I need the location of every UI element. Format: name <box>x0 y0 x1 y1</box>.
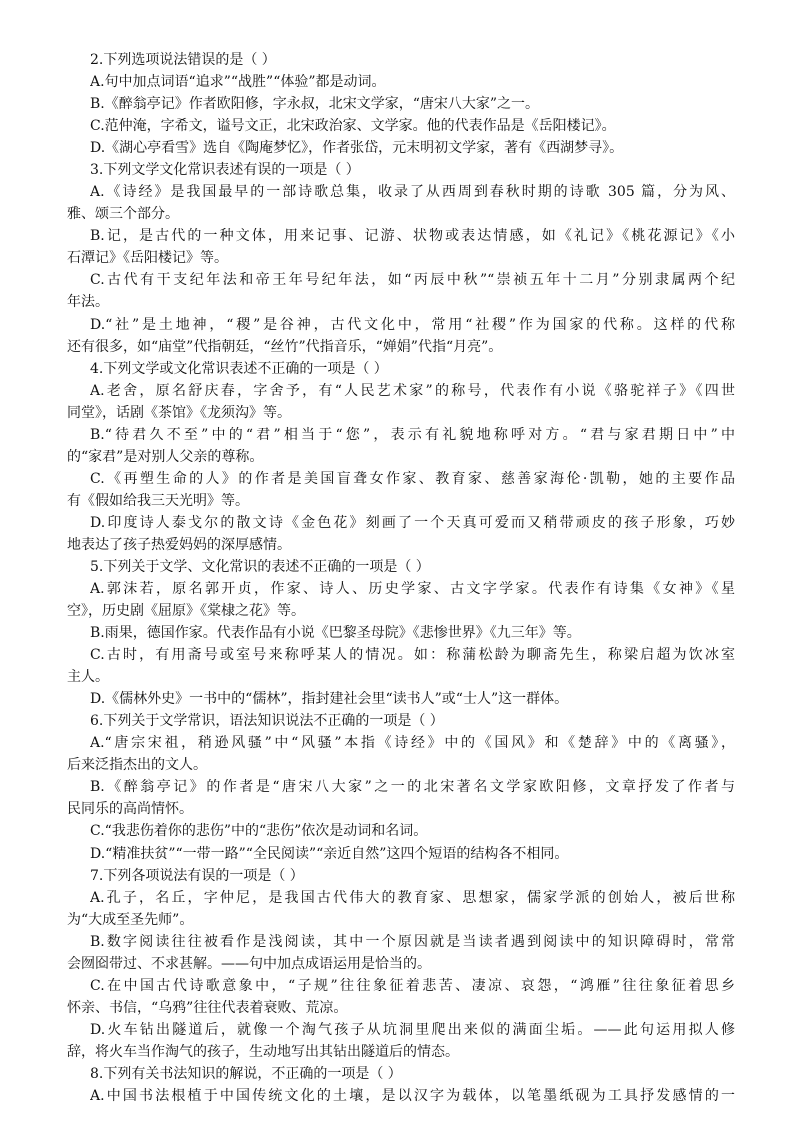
question-3-option-a-cont: 雅、颂三个部分。 <box>67 206 179 222</box>
question-3-option-d-cont: 还有很多，如“庙堂”代指朝廷，“丝竹”代指音乐，“婵娟”代指“月亮”。 <box>67 339 503 355</box>
question-5-option-b: B.雨果，德国作家。代表作品有小说《巴黎圣母院》《悲惨世界》《九三年》等。 <box>90 625 581 641</box>
question-4-option-b: B.“待君久不至”中的“君”相当于“您”，表示有礼貌地称呼对方。“君与家君期日中”中 <box>90 427 735 443</box>
question-8-option-a: A.中国书法根植于中国传统文化的土壤，是以汉字为载体，以笔墨纸砚为工具抒发感情的一 <box>90 1088 735 1104</box>
question-7-option-c: C.在中国古代诗歌意象中，“子规”往往象征着悲苦、凄凉、哀怨，“鸿雁”往往象征着思乡 <box>90 978 735 994</box>
question-2-option-c: C.范仲淹，字希文，谥号文正，北宋政治家、文学家。他的代表作品是《岳阳楼记》。 <box>90 118 616 134</box>
question-4-stem: 4.下列文学或文化常识表述不正确的一项是（ ） <box>90 361 388 377</box>
question-7-option-a-cont: 为“大成至圣先师”。 <box>67 912 194 928</box>
question-6-option-d: D.“精准扶贫”“一带一路”“全民阅读”“亲近自然”这四个短语的结构各不相同。 <box>90 846 569 862</box>
question-6-stem: 6.下列关于文学常识，语法知识说法不正确的一项是（ ） <box>90 713 444 729</box>
question-3-stem: 3.下列文学文化常识表述有误的一项是（ ） <box>90 162 360 178</box>
question-5-option-a: A.郭沫若，原名郭开贞，作家、诗人、历史学家、古文字学家。代表作有诗集《女神》《星 <box>90 581 735 597</box>
question-7-option-b: B.数字阅读往往被看作是浅阅读，其中一个原因就是当读者遇到阅读中的知识障碍时，常常 <box>90 934 735 950</box>
question-7-option-c-cont: 怀亲、书信，“乌鸦”往往代表着衰败、荒凉。 <box>67 1000 348 1016</box>
question-6-option-b-cont: 民同乐的高尚情怀。 <box>67 801 193 817</box>
question-4-option-a: A.老舍，原名舒庆春，字舍予，有“人民艺术家”的称号，代表作有小说《骆驼祥子》《四世 <box>90 383 735 399</box>
question-7-option-a: A.孔子，名丘，字仲尼，是我国古代伟大的教育家、思想家，儒家学派的创始人，被后世称 <box>90 890 735 906</box>
question-8-stem: 8.下列有关书法知识的解说，不正确的一项是（ ） <box>90 1066 402 1082</box>
question-6-option-a: A.“唐宗宋祖，稍逊风骚”中“风骚”本指《诗经》中的《国风》和《楚辞》中的《离骚》， <box>90 735 735 751</box>
question-4-option-a-cont: 同堂》，话剧《茶馆》《龙须沟》等。 <box>67 405 291 421</box>
question-2-option-b: B.《醉翁亭记》作者欧阳修，字永叔，北宋文学家，“唐宋八大家”之一。 <box>90 96 540 112</box>
question-6-option-b: B.《醉翁亭记》的作者是“唐宋八大家”之一的北宋著名文学家欧阳修，文章抒发了作者与 <box>90 779 735 795</box>
question-4-option-d-cont: 地表达了孩子热爱妈妈的深厚感情。 <box>67 537 291 553</box>
question-4-option-d: D.印度诗人泰戈尔的散文诗《金色花》刻画了一个天真可爱而又稍带顽皮的孩子形象，巧妙 <box>90 515 735 531</box>
question-7-option-d: D.火车钻出隧道后，就像一个淘气孩子从坑洞里爬出来似的满面尘垢。——此句运用拟人修 <box>90 1022 735 1038</box>
question-3-option-b: B.记，是古代的一种文体，用来记事、记游、状物或表达情感，如《礼记》《桃花源记》《小 <box>90 228 735 244</box>
question-5-option-c-cont: 主人。 <box>67 669 109 685</box>
question-7-option-d-cont: 辞，将火车当作淘气的孩子，生动地写出其钻出隧道后的情态。 <box>67 1044 459 1060</box>
question-6-option-a-cont: 后来泛指杰出的文人。 <box>67 757 207 773</box>
question-3-option-d: D.“社”是土地神，“稷”是谷神，古代文化中，常用“社稷”作为国家的代称。这样的代称 <box>90 317 735 333</box>
question-5-option-c: C.古时，有用斋号或室号来称呼某人的情况。如：称蒲松龄为聊斋先生，称梁启超为饮冰室 <box>90 647 735 663</box>
question-2-stem: 2.下列选项说法错误的是（ ） <box>90 52 276 68</box>
question-3-option-c: C.古代有干支纪年法和帝王年号纪年法，如“丙辰中秋”“崇祯五年十二月”分别隶属两个纪 <box>90 272 735 288</box>
question-7-stem: 7.下列各项说法有误的一项是（ ） <box>90 868 304 884</box>
question-5-option-a-cont: 空》，历史剧《屈原》《棠棣之花》等。 <box>67 603 305 619</box>
question-4-option-b-cont: 的“家君”是对别人父亲的尊称。 <box>67 449 264 465</box>
question-5-stem: 5.下列关于文学、文化常识的表述不正确的一项是（ ） <box>90 559 430 575</box>
question-3-option-b-cont: 石潭记》《岳阳楼记》等。 <box>67 250 228 266</box>
question-5-option-d: D.《儒林外史》一书中的“儒林”，指封建社会里“读书人”或“士人”这一群体。 <box>90 691 569 707</box>
question-4-option-c: C.《再塑生命的人》的作者是美国盲聋女作家、教育家、慈善家海伦·凯勒，她的主要作品 <box>90 471 735 487</box>
question-4-option-c-cont: 有《假如给我三天光明》等。 <box>67 493 249 509</box>
question-3-option-a: A.《诗经》是我国最早的一部诗歌总集，收录了从西周到春秋时期的诗歌 305 篇，分为风、 <box>90 184 735 200</box>
question-6-option-c: C.“我悲伤着你的悲伤”中的“悲伤”依次是动词和名词。 <box>90 823 428 839</box>
question-3-option-c-cont: 年法。 <box>67 294 109 310</box>
question-2-option-a: A.句中加点词语“追求”“战胜”“体验”都是动词。 <box>90 74 386 90</box>
question-2-option-d: D.《湖心亭看雪》选自《陶庵梦忆》，作者张岱，元末明初文学家，著有《西湖梦寻》。 <box>90 140 624 156</box>
question-7-option-b-cont: 会囫囵带过、不求甚解。——句中加点成语运用是恰当的。 <box>67 956 431 972</box>
